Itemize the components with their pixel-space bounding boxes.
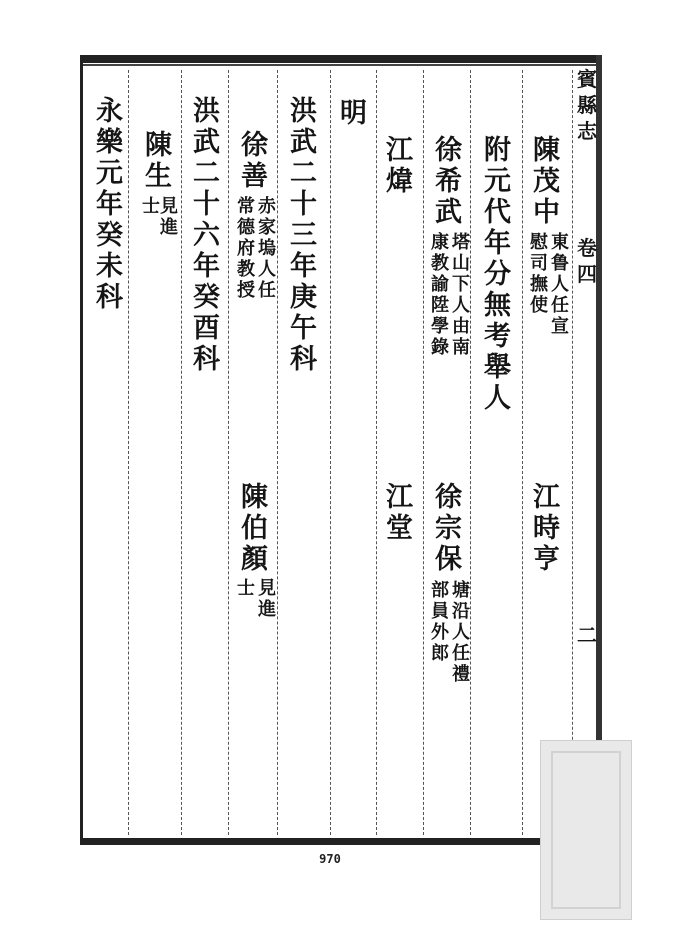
glyph: 二	[577, 623, 597, 647]
glyph: 時	[533, 513, 560, 544]
glyph: 生	[145, 161, 172, 192]
glyph: 無	[484, 290, 511, 321]
seal-border	[551, 751, 621, 909]
glyph: 年	[290, 251, 317, 282]
glyph: 六	[193, 220, 220, 251]
heading-yongle-1	[96, 96, 123, 313]
glyph: 下	[452, 274, 470, 295]
glyph: 見	[160, 196, 178, 217]
glyph: 顏	[241, 544, 268, 575]
column-rule	[423, 70, 424, 835]
glyph: 善	[241, 161, 268, 192]
note-chen-boyan-1	[258, 578, 276, 620]
column-rule	[181, 70, 182, 835]
name-jiang-tang	[386, 482, 413, 544]
glyph: 人	[551, 274, 569, 295]
frame-top-inner-border	[80, 64, 600, 66]
glyph: 洪	[193, 96, 220, 127]
heading-hongwu-23	[290, 96, 317, 375]
column-rule	[376, 70, 377, 835]
glyph: 樂	[96, 127, 123, 158]
glyph: 南	[452, 337, 470, 358]
column-rule	[277, 70, 278, 835]
glyph: 康	[431, 232, 449, 253]
glyph: 進	[258, 599, 276, 620]
running-title	[577, 66, 597, 144]
glyph: 外	[431, 622, 449, 643]
glyph: 沿	[452, 601, 470, 622]
glyph: 明	[340, 98, 367, 129]
glyph: 徐	[435, 482, 462, 513]
glyph: 任	[258, 280, 276, 301]
glyph: 徐	[435, 135, 462, 166]
glyph: 進	[160, 217, 178, 238]
frame-left-border	[80, 55, 83, 845]
name-xu-shan	[241, 130, 268, 192]
glyph: 元	[96, 158, 123, 189]
glyph: 保	[435, 544, 462, 575]
glyph: 三	[290, 220, 317, 251]
glyph: 科	[193, 344, 220, 375]
glyph: 午	[290, 313, 317, 344]
glyph: 舉	[484, 352, 511, 383]
glyph: 江	[533, 482, 560, 513]
heading-yuan-juren	[484, 135, 511, 414]
glyph: 酉	[193, 313, 220, 344]
glyph: 東	[551, 232, 569, 253]
note-xu-zongbao-2	[431, 580, 449, 664]
glyph: 塔	[452, 232, 470, 253]
name-xu-zongbao	[435, 482, 462, 575]
glyph: 撫	[530, 274, 548, 295]
glyph: 陳	[145, 130, 172, 161]
glyph: 考	[484, 321, 511, 352]
glyph: 伯	[241, 513, 268, 544]
glyph: 徐	[241, 130, 268, 161]
leaf-number	[577, 625, 597, 646]
note-chen-sheng-2	[142, 196, 160, 217]
glyph: 任	[452, 643, 470, 664]
glyph: 鲁	[551, 253, 569, 274]
glyph: 分	[484, 259, 511, 290]
glyph: 十	[193, 189, 220, 220]
glyph: 人	[484, 383, 511, 414]
glyph: 家	[258, 217, 276, 238]
glyph: 癸	[96, 220, 123, 251]
glyph: 縣	[577, 93, 597, 117]
glyph: 由	[452, 316, 470, 337]
glyph: 教	[431, 253, 449, 274]
glyph: 志	[577, 119, 597, 143]
glyph: 陞	[431, 295, 449, 316]
glyph: 慰	[530, 232, 548, 253]
name-jiang-shiheng	[533, 482, 560, 575]
glyph: 武	[435, 197, 462, 228]
glyph: 赤	[258, 196, 276, 217]
glyph: 陳	[533, 135, 560, 166]
glyph: 賓	[577, 67, 597, 91]
glyph: 禮	[452, 664, 470, 685]
glyph: 茂	[533, 166, 560, 197]
name-jiang-wei	[386, 135, 413, 197]
name-chen-boyan	[241, 482, 268, 575]
glyph: 宣	[551, 316, 569, 337]
frame-top-border	[80, 55, 600, 63]
glyph: 人	[258, 259, 276, 280]
name-chen-sheng	[145, 130, 172, 192]
note-xu-shan-2	[237, 196, 255, 301]
column-rule	[522, 70, 523, 835]
glyph: 未	[96, 251, 123, 282]
glyph: 卷	[577, 236, 597, 260]
glyph: 癸	[193, 282, 220, 313]
note-chen-sheng-1	[160, 196, 178, 238]
column-rule	[572, 70, 573, 835]
glyph: 人	[452, 622, 470, 643]
glyph: 見	[258, 578, 276, 599]
glyph: 年	[484, 228, 511, 259]
note-chen-maozhong-1	[551, 232, 569, 337]
glyph: 部	[431, 580, 449, 601]
glyph: 代	[484, 197, 511, 228]
dynasty-ming	[340, 98, 367, 129]
glyph: 科	[96, 282, 123, 313]
glyph: 亨	[533, 544, 560, 575]
glyph: 中	[533, 197, 560, 228]
glyph: 德	[237, 217, 255, 238]
glyph: 二	[290, 158, 317, 189]
glyph: 司	[530, 253, 548, 274]
glyph: 江	[386, 482, 413, 513]
page-number: 970	[319, 852, 341, 866]
glyph: 士	[237, 578, 255, 599]
column-rule	[128, 70, 129, 835]
note-chen-maozhong-2	[530, 232, 548, 316]
note-xu-xiwu-2	[431, 232, 449, 358]
note-xu-xiwu-1	[452, 232, 470, 358]
glyph: 四	[577, 262, 597, 286]
glyph: 堂	[386, 513, 413, 544]
glyph: 年	[96, 189, 123, 220]
glyph: 郎	[431, 643, 449, 664]
glyph: 年	[193, 251, 220, 282]
glyph: 教	[237, 259, 255, 280]
glyph: 塘	[452, 580, 470, 601]
volume-label	[577, 235, 597, 287]
glyph: 江	[386, 135, 413, 166]
glyph: 員	[431, 601, 449, 622]
glyph: 陳	[241, 482, 268, 513]
glyph: 洪	[290, 96, 317, 127]
glyph: 府	[237, 238, 255, 259]
glyph: 永	[96, 96, 123, 127]
glyph: 武	[290, 127, 317, 158]
glyph: 士	[142, 196, 160, 217]
glyph: 附	[484, 135, 511, 166]
glyph: 元	[484, 166, 511, 197]
glyph: 錄	[431, 337, 449, 358]
glyph: 授	[237, 280, 255, 301]
glyph: 人	[452, 295, 470, 316]
column-rule	[228, 70, 229, 835]
name-chen-maozhong	[533, 135, 560, 228]
library-seal-stamp	[540, 740, 632, 920]
glyph: 使	[530, 295, 548, 316]
glyph: 山	[452, 253, 470, 274]
frame-bottom-border	[80, 838, 600, 845]
glyph: 煒	[386, 166, 413, 197]
glyph: 常	[237, 196, 255, 217]
glyph: 宗	[435, 513, 462, 544]
glyph: 希	[435, 166, 462, 197]
glyph: 二	[193, 158, 220, 189]
glyph: 科	[290, 344, 317, 375]
note-xu-shan-1	[258, 196, 276, 301]
column-rule	[470, 70, 471, 835]
note-xu-zongbao-1	[452, 580, 470, 685]
note-chen-boyan-2	[237, 578, 255, 599]
glyph: 塢	[258, 238, 276, 259]
glyph: 學	[431, 316, 449, 337]
glyph: 任	[551, 295, 569, 316]
glyph: 十	[290, 189, 317, 220]
heading-hongwu-26	[193, 96, 220, 375]
glyph: 庚	[290, 282, 317, 313]
column-rule	[330, 70, 331, 835]
frame-right-border	[596, 55, 602, 845]
glyph: 諭	[431, 274, 449, 295]
glyph: 武	[193, 127, 220, 158]
name-xu-xiwu	[435, 135, 462, 228]
